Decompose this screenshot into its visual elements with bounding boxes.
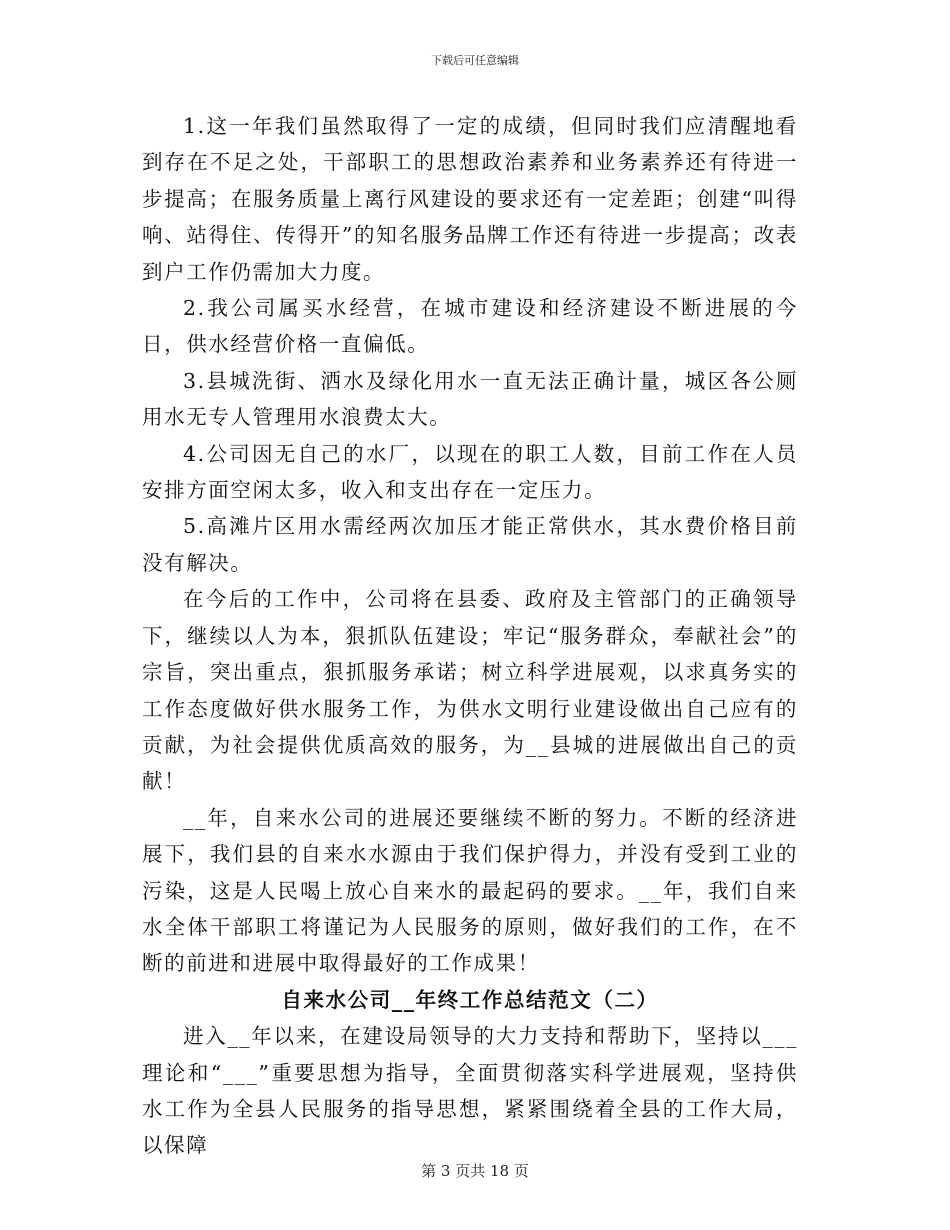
paragraph-item-3: 3.县城洗街、洒水及绿化用水一直无法正确计量，城区各公厕用水无专人管理用水浪费太大。 — [142, 368, 798, 430]
paragraph-item-5: 5.高滩片区用水需经两次加压才能正常供水，其水费价格目前没有解决。 — [142, 514, 798, 575]
section-title: 自来水公司__年终工作总结范文（二） — [281, 987, 659, 1012]
document-body — [142, 108, 798, 1164]
page-number: 第 3 页共 18 页 — [421, 1162, 529, 1180]
paragraph-item-4: 4.公司因无自己的水厂，以现在的职工人数，目前工作在人员安排方面空闲太多，收入和支出存在一定压力。 — [142, 441, 798, 503]
paragraph-item-2: 2.我公司属买水经营，在城市建设和经济建设不断进展的今日，供水经营价格一直偏低。 — [142, 296, 798, 357]
paragraph-section-intro: 进入__年以来，在建设局领导的大力支持和帮助下，坚持以___理论和“___”重要思想为指导，全面贯彻落实科学进展观，坚持供水工作为全县人民服务的指导思想，紧紧围绕着全县的工作大局，以保障 — [142, 1024, 798, 1158]
paragraph-year-outlook: __年，自来水公司的进展还要继续不断的努力。不断的经济进展下，我们县的自来水水源由于我们保护得力，并没有受到工业的污染，这是人民喝上放心自来水的最起码的要求。__年，我们自来水全体干部职工将谨记为人民服务的原则，做好我们的工作，在不断的前进和进展中取得最好的工作成果！ — [142, 805, 798, 976]
page-header: 下载后可任意编辑 — [431, 54, 519, 67]
paragraph-future-work: 在今后的工作中，公司将在县委、政府及主管部门的正确领导下，继续以人为本，狠抓队伍建设；牢记“服务群众，奉献社会”的宗旨，突出重点，狠抓服务承诺；树立科学进展观，以求真务实的工作态度做好供水服务工作，为供水文明行业建设做出自己应有的贡献，为社会提供优质高效的服务，为__县城的进展做出自己的贡献！ — [142, 587, 798, 794]
paragraph-item-1: 1.这一年我们虽然取得了一定的成绩，但同时我们应清醒地看到存在不足之处，干部职工的思想政治素养和业务素养还有待进一步提高；在服务质量上离行风建设的要求还有一定差距；创建“叫得响、站得住、传得开”的知名服务品牌工作还有待进一步提高；改表到户工作仍需加大力度。 — [142, 114, 798, 284]
